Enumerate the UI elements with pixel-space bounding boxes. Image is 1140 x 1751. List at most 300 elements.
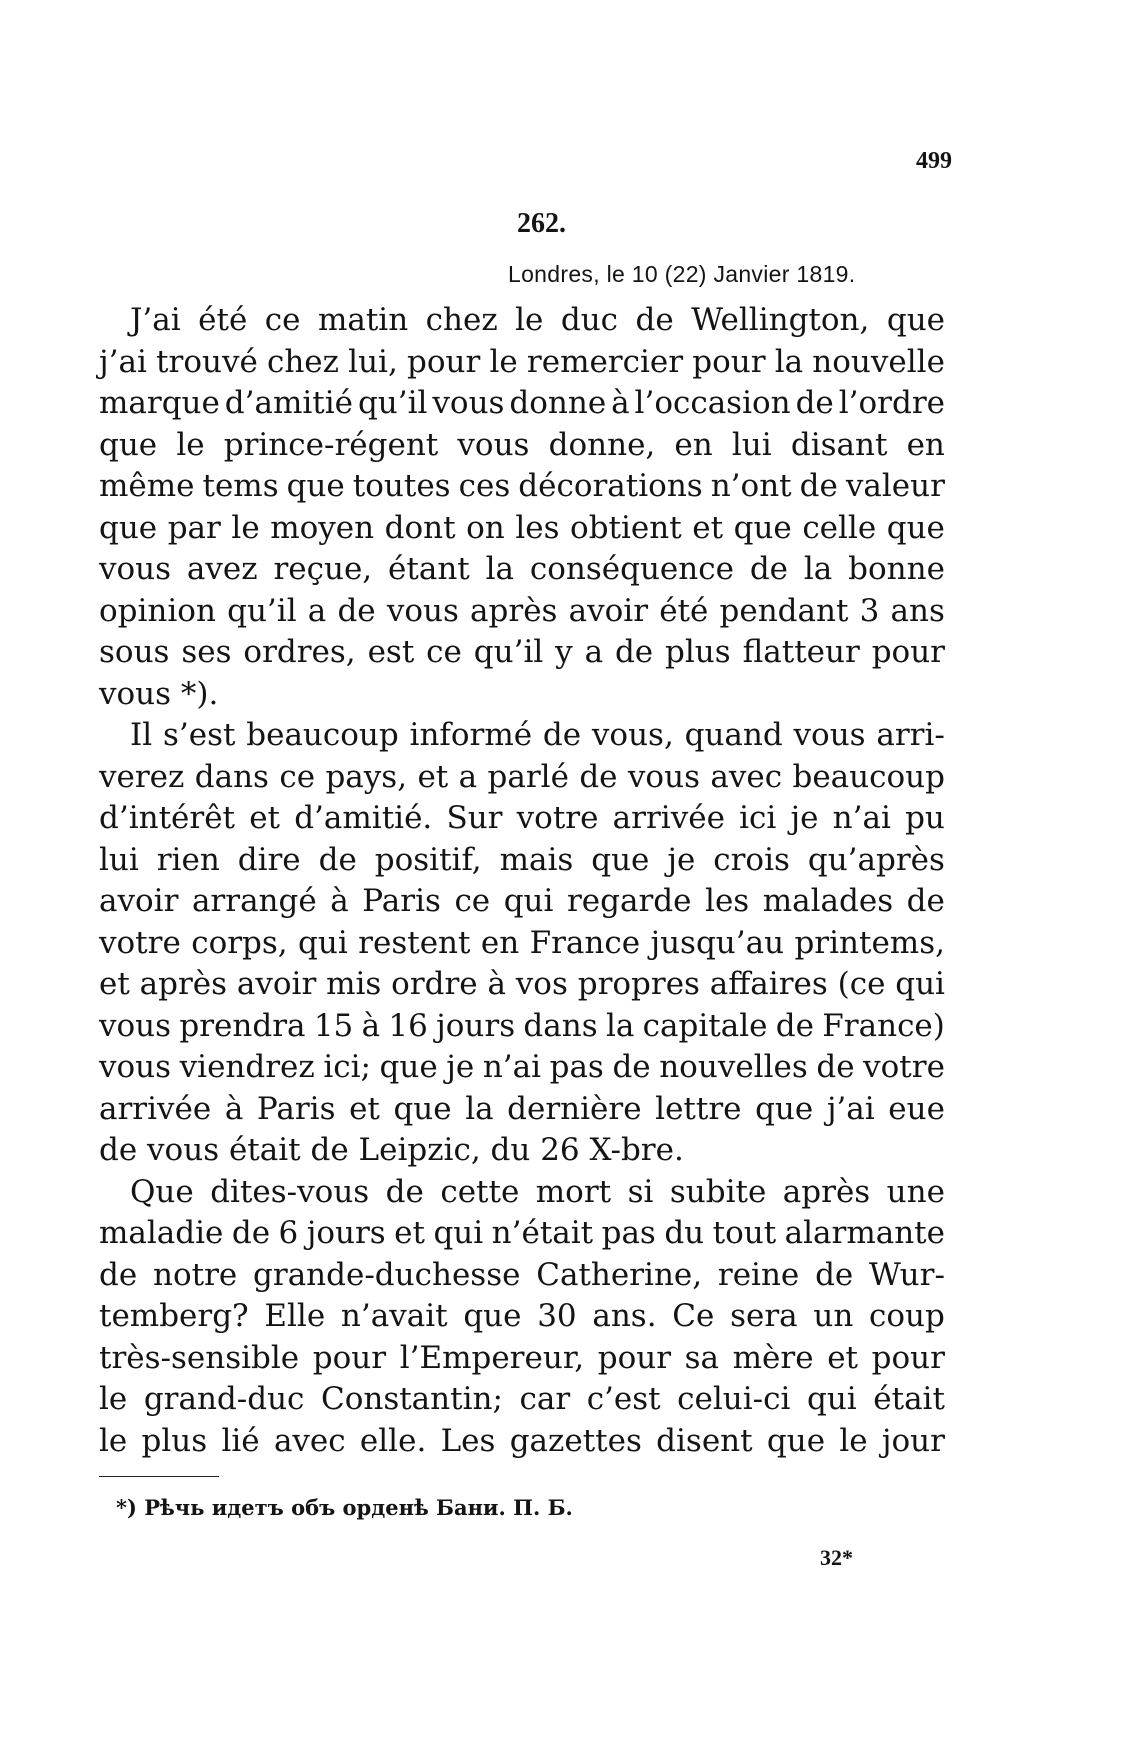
word: j’ai	[99, 343, 147, 380]
text-line	[99, 1089, 945, 1131]
word: de	[635, 302, 674, 338]
word: ordres,	[243, 634, 356, 670]
word: avoir	[568, 592, 649, 629]
word: qui	[895, 966, 945, 1002]
word: quand	[684, 717, 783, 753]
word: Catherine,	[536, 1256, 703, 1293]
word: pour	[407, 343, 481, 380]
text-line	[99, 425, 945, 467]
word: de	[318, 841, 357, 878]
word: vos	[515, 966, 568, 1002]
word: remercier	[526, 343, 684, 380]
word: cette	[440, 1173, 520, 1210]
word: d’intérêt	[99, 800, 236, 836]
word: ici;	[323, 1049, 371, 1085]
word: tems	[202, 468, 279, 504]
word: sa	[684, 1339, 720, 1376]
word: sous	[99, 634, 170, 670]
word: alarmante	[784, 1215, 945, 1251]
word: qui	[298, 924, 348, 961]
word: votre	[99, 924, 181, 961]
word: vous	[99, 1007, 172, 1044]
text-line	[99, 1213, 945, 1255]
text-line	[99, 549, 945, 591]
word: Paris	[362, 883, 441, 919]
word: que	[463, 1298, 522, 1334]
word: arrangé	[191, 883, 317, 919]
word: coup	[869, 1298, 945, 1334]
text-line	[99, 1296, 945, 1338]
word: de	[99, 1132, 148, 1168]
word: Elle	[264, 1298, 326, 1334]
text-line	[99, 923, 945, 965]
text-line	[99, 1379, 945, 1421]
text-line	[99, 964, 945, 1006]
footnote: *) Рѣчь идетъ объ орденѣ Бани. П. Б.	[116, 1495, 573, 1520]
word: n’ont	[710, 468, 792, 504]
word: de	[310, 1132, 359, 1168]
word: pour	[871, 634, 945, 670]
word: grande-duchesse	[253, 1256, 521, 1293]
word: et	[692, 509, 724, 546]
word: avoir	[236, 966, 317, 1002]
word: de	[816, 1049, 855, 1085]
word: je	[446, 1049, 475, 1085]
word: d’amitié.	[294, 800, 433, 836]
word: ce	[426, 634, 462, 670]
word: avez	[186, 551, 258, 587]
word: de	[612, 1049, 651, 1085]
text-line	[99, 342, 945, 384]
word: subite	[669, 1173, 767, 1210]
text-line	[99, 881, 945, 923]
word: de	[614, 634, 654, 670]
word: Les	[440, 1422, 496, 1459]
text-line	[99, 757, 945, 799]
word: vous	[99, 1049, 172, 1085]
word: et	[827, 1339, 858, 1376]
word: mort	[535, 1173, 612, 1210]
word: les	[705, 883, 750, 919]
text-line	[99, 466, 945, 508]
word: que	[766, 1422, 826, 1459]
word: verez	[99, 758, 185, 795]
word: prendra	[179, 1007, 306, 1044]
word: le	[515, 302, 544, 338]
word: que	[886, 509, 945, 546]
word: ans	[890, 592, 945, 629]
word: arri-	[876, 717, 945, 753]
word: votre	[863, 1049, 945, 1085]
word: l’Empereur,	[399, 1339, 585, 1376]
text-line	[99, 1338, 945, 1380]
word: et	[349, 1090, 380, 1127]
word: du	[664, 1215, 705, 1251]
word: capitale	[642, 1007, 768, 1044]
word: vous	[432, 385, 505, 421]
word: crois	[713, 841, 790, 878]
word: y	[555, 634, 573, 670]
word: arrivée	[612, 800, 725, 836]
word: regarde	[566, 883, 692, 919]
word: chez	[425, 302, 498, 338]
word: est	[367, 634, 415, 670]
word: beaucoup	[792, 758, 945, 795]
footnote-rule	[99, 1476, 219, 1477]
word: lui,	[348, 343, 398, 380]
word: à	[361, 1007, 381, 1044]
text-line	[99, 508, 945, 550]
word: le	[839, 1422, 868, 1459]
word: étant	[388, 551, 470, 587]
word: après	[470, 592, 558, 629]
word: donne,	[548, 426, 656, 463]
word: vous	[386, 592, 459, 629]
word: d’amitié	[224, 385, 354, 421]
word: avec	[273, 1422, 346, 1459]
word: plus	[141, 1422, 208, 1459]
text-line	[99, 674, 945, 716]
word: très-sensible	[99, 1339, 300, 1376]
word: (ce	[837, 966, 886, 1002]
word: marque	[99, 385, 220, 421]
word: vous	[457, 426, 530, 463]
word: Paris	[256, 1090, 336, 1127]
word: en	[480, 924, 520, 961]
word: à	[611, 385, 630, 421]
text-line	[99, 840, 945, 882]
word: et	[99, 966, 130, 1002]
word: dans	[523, 1007, 598, 1044]
word: lettre	[655, 1090, 742, 1127]
word: n’avait	[340, 1298, 448, 1334]
word: ans.	[592, 1298, 657, 1334]
word: le	[489, 343, 518, 380]
word: parlé	[487, 758, 569, 795]
word: lui	[99, 841, 139, 878]
word: valeur	[845, 468, 945, 504]
word: plus	[665, 634, 731, 670]
letter-body	[99, 300, 945, 1462]
word: vous	[147, 1132, 229, 1168]
word: a	[307, 592, 327, 629]
word: à	[330, 883, 349, 919]
word: *).	[180, 675, 219, 712]
word: Ce	[672, 1298, 715, 1334]
word: après	[782, 1173, 871, 1210]
word: gazettes	[509, 1422, 642, 1459]
word: Que	[130, 1173, 194, 1210]
word: qu’il	[357, 385, 428, 421]
word: qui	[503, 883, 554, 919]
word: à	[487, 966, 506, 1002]
word: de	[542, 717, 582, 753]
page-number: 499	[916, 148, 952, 174]
word: tout	[712, 1215, 777, 1251]
word: dire	[237, 841, 301, 878]
word: ordre	[391, 966, 478, 1002]
word: chez	[266, 343, 339, 380]
word: Il	[130, 717, 153, 753]
word: pour	[312, 1339, 387, 1376]
word: de	[579, 758, 618, 795]
word: j’ai	[826, 1090, 875, 1127]
word: car	[519, 1381, 571, 1417]
word: malades	[762, 883, 894, 919]
word: viendrez	[179, 1049, 315, 1085]
word: n’ai	[832, 800, 891, 836]
word: arrivée	[99, 1090, 212, 1127]
signature-mark: 32*	[820, 1545, 853, 1570]
word: Leipzic,	[358, 1132, 491, 1168]
word: grand-duc	[143, 1381, 305, 1417]
word: mère	[732, 1339, 814, 1376]
word: positif,	[374, 841, 482, 878]
text-line	[99, 1172, 945, 1214]
word: les	[515, 509, 560, 546]
word: J’ai	[130, 302, 181, 338]
word: a	[584, 634, 604, 670]
word: on	[466, 509, 505, 546]
word: c’est	[586, 1381, 661, 1417]
word: le	[231, 509, 260, 546]
word: ses	[181, 634, 232, 670]
word: rien	[156, 841, 220, 878]
text-line	[99, 715, 945, 757]
word: X-bre.	[589, 1132, 684, 1168]
word: de	[385, 1173, 424, 1210]
word: France)	[822, 1007, 945, 1044]
word: jour	[881, 1422, 945, 1459]
word: et	[394, 1215, 425, 1251]
word: la	[605, 1007, 635, 1044]
word: une	[886, 1173, 945, 1210]
text-line	[99, 632, 945, 674]
word: même	[99, 468, 195, 504]
word: trouvé	[156, 343, 258, 380]
word: printems,	[794, 924, 945, 961]
word: elle.	[359, 1422, 427, 1459]
word: par	[167, 509, 221, 546]
word: avec	[710, 758, 783, 795]
word: disant	[790, 426, 888, 463]
word: obtient	[570, 509, 682, 546]
word: Wellington,	[691, 302, 870, 338]
word: France	[529, 924, 641, 961]
word: moyen	[270, 509, 375, 546]
word: pendant	[719, 592, 849, 629]
word: maladie	[99, 1215, 224, 1251]
word: dites-vous	[210, 1173, 370, 1210]
word: le	[99, 1381, 128, 1417]
word: notre	[152, 1256, 238, 1293]
word: la	[485, 551, 515, 587]
word: lié	[221, 1422, 260, 1459]
word: jours	[436, 1007, 516, 1044]
word: vous	[793, 717, 866, 753]
word: dernière	[507, 1090, 642, 1127]
word: jusqu’au	[650, 924, 785, 961]
word: corps,	[191, 924, 288, 961]
word: 3	[859, 592, 880, 629]
word: Wur-	[869, 1256, 945, 1293]
word: de	[775, 1007, 814, 1044]
word: était	[228, 1132, 311, 1168]
word: la	[803, 551, 833, 587]
word: 26	[540, 1132, 590, 1168]
word: prince-régent	[223, 426, 439, 463]
word: de	[337, 592, 376, 629]
word: ici	[739, 800, 777, 836]
dateline: Londres, le 10 (22) Janvier 1819.	[508, 261, 856, 287]
word: du	[490, 1132, 541, 1168]
word: que	[755, 1090, 814, 1127]
word: 30	[537, 1298, 577, 1334]
word: votre	[516, 800, 599, 836]
word: un	[813, 1298, 854, 1334]
word: pour	[597, 1339, 672, 1376]
word: pays,	[325, 758, 408, 795]
word: ce	[264, 302, 301, 338]
word: l’ordre	[838, 385, 945, 421]
word: 16	[388, 1007, 428, 1044]
word: jours	[306, 1215, 386, 1251]
word: décorations	[518, 468, 703, 504]
word: en	[906, 426, 945, 463]
text-line	[99, 1421, 945, 1463]
word: de	[749, 551, 789, 587]
word: que	[733, 509, 792, 546]
word: nouvelles	[659, 1049, 808, 1085]
word: conséquence	[529, 551, 734, 587]
word: à	[224, 1090, 244, 1127]
word: temberg?	[99, 1298, 249, 1334]
word: de	[799, 468, 838, 504]
word: mais	[499, 841, 574, 878]
word: Constantin;	[320, 1381, 503, 1417]
word: et	[249, 800, 281, 836]
word: était	[873, 1381, 945, 1417]
text-line	[99, 1047, 945, 1089]
word: de	[99, 1256, 138, 1293]
word: qu’il	[473, 634, 544, 670]
word: l’occasion	[634, 385, 791, 421]
text-line	[99, 383, 945, 425]
word: lui	[731, 426, 772, 463]
word: avoir	[99, 883, 179, 919]
word: de	[815, 1256, 854, 1293]
word: le	[99, 1422, 128, 1459]
word: n’était	[491, 1215, 594, 1251]
word: de	[906, 883, 945, 919]
word: beaucoup	[246, 717, 399, 753]
word: 6	[278, 1215, 299, 1251]
word: que	[886, 302, 945, 338]
word: n’ai	[482, 1049, 542, 1085]
word: ces	[458, 468, 511, 504]
word: Sur	[446, 800, 503, 836]
word: dont	[384, 509, 456, 546]
word: si	[627, 1173, 654, 1210]
word: restent	[358, 924, 471, 961]
word: bonne	[848, 551, 945, 587]
text-line	[99, 300, 945, 342]
word: la	[774, 343, 804, 380]
word: vous	[627, 758, 700, 795]
word: pas	[549, 1049, 604, 1085]
word: reçue,	[273, 551, 373, 587]
word: pour	[871, 1339, 945, 1376]
word: ce	[279, 758, 316, 795]
word: propres	[577, 966, 700, 1002]
word: flatteur	[742, 634, 860, 670]
word: vous,	[591, 717, 674, 753]
text-line	[99, 798, 945, 840]
word: mis	[326, 966, 382, 1002]
text-line	[99, 1130, 945, 1172]
word: après	[139, 966, 228, 1002]
word: en	[674, 426, 713, 463]
word: été	[659, 592, 709, 629]
word: donne	[509, 385, 607, 421]
text-line	[99, 1006, 945, 1048]
word: 15	[313, 1007, 354, 1044]
word: celui-ci	[677, 1381, 791, 1417]
word: vous	[99, 551, 172, 587]
word: affaires	[709, 966, 828, 1002]
word: pas	[601, 1215, 656, 1251]
word: qu’après	[807, 841, 945, 878]
word: eue	[888, 1090, 945, 1127]
word: a	[458, 758, 478, 795]
word: s’est	[162, 717, 236, 753]
word: que	[379, 1049, 438, 1085]
word: pour	[692, 343, 766, 380]
word: que	[286, 468, 345, 504]
word: que	[393, 1090, 452, 1127]
word: qui	[806, 1381, 857, 1417]
word: le	[176, 426, 205, 463]
word: qui	[433, 1215, 484, 1251]
word: duc	[560, 302, 619, 338]
word: et	[417, 758, 449, 795]
word: été	[198, 302, 248, 338]
word: opinion	[99, 592, 216, 629]
word: toutes	[352, 468, 451, 504]
word: que	[591, 841, 650, 878]
letter-number: 262.	[517, 208, 566, 239]
word: reine	[717, 1256, 800, 1293]
word: je	[790, 800, 819, 836]
word: sera	[730, 1298, 798, 1334]
word: pu	[905, 800, 945, 836]
word: de	[231, 1215, 271, 1251]
text-line	[99, 591, 945, 633]
word: que	[99, 509, 158, 546]
word: nouvelle	[812, 343, 945, 380]
word: je	[667, 841, 696, 878]
word: que	[99, 426, 158, 463]
word: matin	[317, 302, 409, 338]
word: qu’il	[227, 592, 297, 629]
word: celle	[802, 509, 877, 546]
word: informé	[409, 717, 533, 753]
word: disent	[656, 1422, 753, 1459]
text-line	[99, 1255, 945, 1297]
word: la	[465, 1090, 494, 1127]
word: ce	[454, 883, 491, 919]
word: de	[795, 385, 834, 421]
